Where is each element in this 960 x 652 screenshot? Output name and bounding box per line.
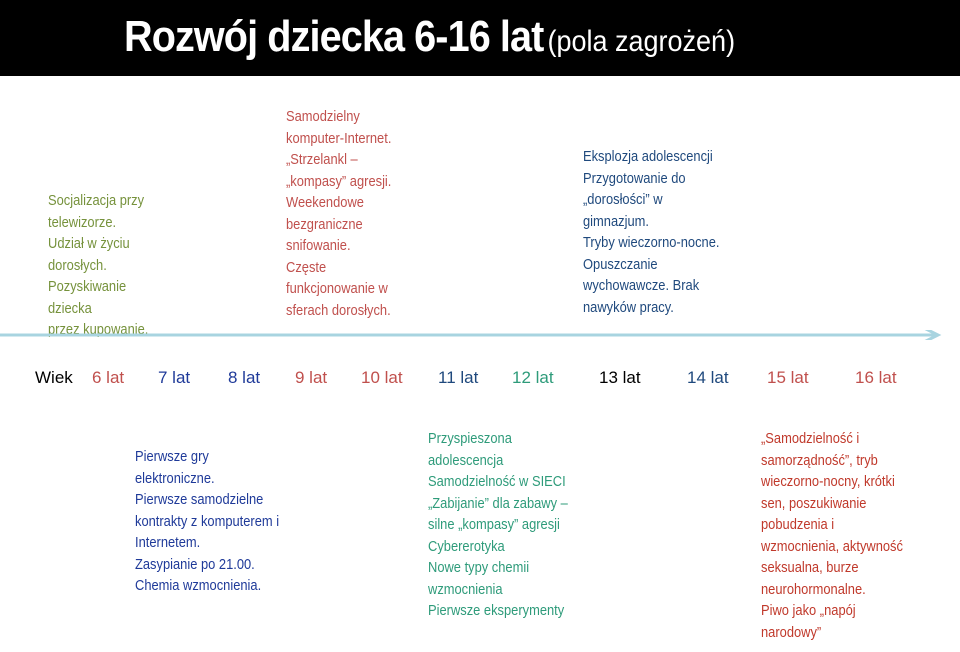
title-bar: [0, 0, 960, 76]
age-12: 12 lat: [512, 368, 554, 387]
note-9-10-lat: Samodzielny komputer-Internet. „Strzelankl – „kompasy” agresji. Weekendowe bezgraniczne snifowanie. Częste funkcjonowanie w sferach dorosłych.: [286, 108, 392, 319]
slide-title: [124, 12, 735, 62]
age-16: 16 lat: [855, 368, 897, 387]
timeline-arrow: [0, 330, 960, 340]
age-14: 14 lat: [687, 368, 729, 387]
age-11: 11 lat: [438, 368, 479, 387]
note-11-12-lat: Przyspieszona adolescencja Samodzielność w SIECI „Zabijanie” dla zabawy – silne „kompasy” agresji Cybererotyka Nowe typy chemii wzmocnienia Pierwsze eksperymenty: [428, 430, 568, 619]
note-6-7-lat: Socjalizacja przy telewizorze. Udział w życiu dorosłych. Pozyskiwanie dziecka przez kupowanie.: [48, 192, 149, 338]
title-main: Rozwój dziecka 6-16 lat: [124, 12, 544, 61]
age-15: 15 lat: [767, 368, 809, 387]
age-8: 8 lat: [228, 368, 261, 387]
note-7-9-lat: Pierwsze gry elektroniczne. Pierwsze samodzielne kontrakty z komputerem i Internetem. Zasypianie po 21.00. Chemia wzmocnienia.: [135, 448, 280, 594]
timeline-label: Wiek: [35, 368, 73, 387]
age-10: 10 lat: [361, 368, 403, 387]
title-subtitle: (pola zagrożeń): [547, 25, 736, 58]
age-timeline: [0, 368, 960, 396]
note-15-16-lat: „Samodzielność i samorządność”, tryb wieczorno-nocny, krótki sen, poszukiwanie pobudzenia i wzmocnienia, aktywność seksualna, burze neurohormonalne. Piwo jako „napój narodowy”: [761, 430, 903, 641]
age-7: 7 lat: [158, 368, 191, 387]
age-9: 9 lat: [295, 368, 328, 387]
age-13: 13 lat: [599, 368, 641, 387]
note-13-15-lat: Eksplozja adolescencji Przygotowanie do „dorosłości” w gimnazjum. Tryby wieczorno-nocne. Opuszczanie wychowawcze. Brak nawyków pracy.: [583, 148, 720, 316]
age-6: 6 lat: [92, 368, 125, 387]
